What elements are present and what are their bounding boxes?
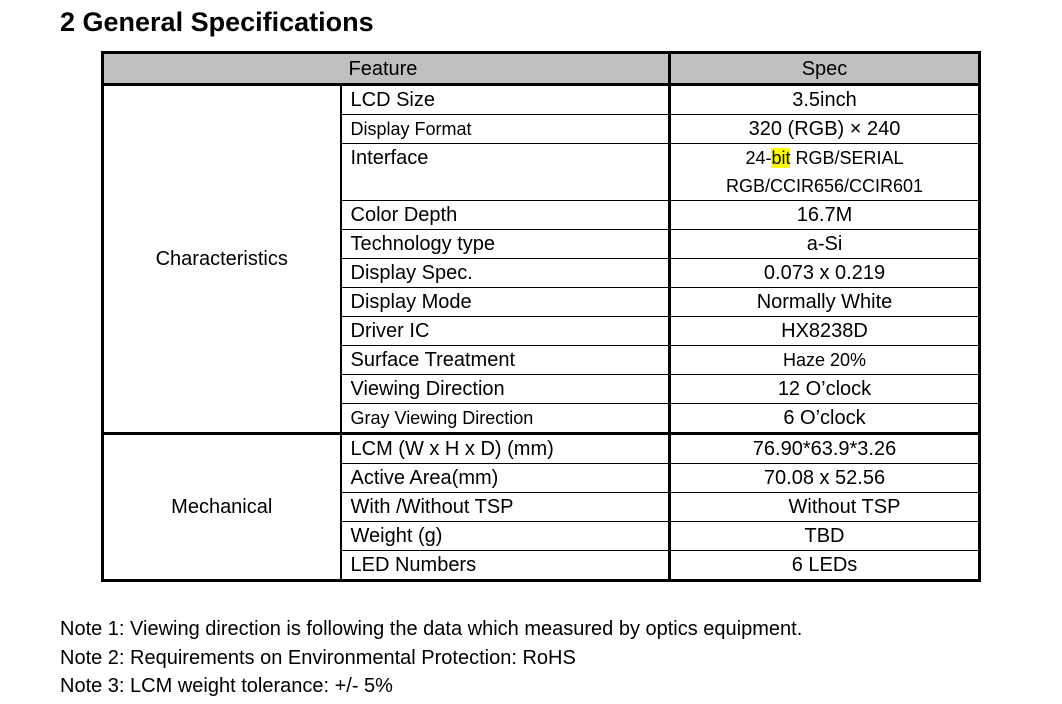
spec-cell: 6 LEDs: [670, 551, 980, 581]
header-spec: Spec: [670, 53, 980, 85]
spec-cell: Without TSP: [670, 493, 980, 522]
table-row: [103, 85, 980, 115]
spec-cell: Normally White: [670, 288, 980, 317]
section-heading: 2 General Specifications: [60, 7, 374, 37]
feature-cell: Display Format: [341, 115, 670, 144]
feature-cell: Viewing Direction: [341, 375, 670, 404]
feature-cell: Display Mode: [341, 288, 670, 317]
spec-cell: TBD: [670, 522, 980, 551]
spec-text: 24-: [745, 148, 772, 168]
feature-cell: Technology type: [341, 230, 670, 259]
feature-cell: Gray Viewing Direction: [341, 404, 670, 434]
feature-cell: With /Without TSP: [341, 493, 670, 522]
spec-cell: 6 O’clock: [670, 404, 980, 434]
note-1: Note 1: Viewing direction is following the data which measured by optics equipment.: [60, 618, 803, 640]
feature-cell: Active Area(mm): [341, 464, 670, 493]
table-header-row: [103, 53, 980, 85]
spec-cell: 320 (RGB) × 240: [670, 115, 980, 144]
feature-cell: Display Spec.: [341, 259, 670, 288]
spec-cell: 16.7M: [670, 201, 980, 230]
table-row: [103, 434, 980, 464]
note-2: Note 2: Requirements on Environmental Protection: RoHS: [60, 647, 576, 669]
spec-cell: 0.073 x 0.219: [670, 259, 980, 288]
feature-cell: LCD Size: [341, 85, 670, 115]
specifications-table: [101, 51, 981, 582]
spec-cell: 3.5inch: [670, 85, 980, 115]
feature-cell: Driver IC: [341, 317, 670, 346]
spec-cell: HX8238D: [670, 317, 980, 346]
feature-cell: LCM (W x H x D) (mm): [341, 434, 670, 464]
header-blank-cell: [103, 53, 341, 85]
spec-cell: a-Si: [670, 230, 980, 259]
spec-cell: 12 O’clock: [670, 375, 980, 404]
highlighted-text: bit: [771, 148, 791, 168]
spec-cell-interface-line2: RGB/CCIR656/CCIR601: [670, 172, 980, 201]
spec-cell-interface-line1: [670, 144, 980, 173]
spec-cell: 76.90*63.9*3.26: [670, 434, 980, 464]
feature-cell: Weight (g): [341, 522, 670, 551]
spec-text: RGB/SERIAL: [790, 148, 904, 168]
group-label-mechanical: Mechanical: [103, 434, 341, 581]
feature-cell: Interface: [341, 144, 670, 201]
feature-cell: LED Numbers: [341, 551, 670, 581]
group-label-characteristics: Characteristics: [103, 85, 341, 434]
note-3: Note 3: LCM weight tolerance: +/- 5%: [60, 675, 393, 697]
feature-cell: Surface Treatment: [341, 346, 670, 375]
header-feature: Feature: [341, 53, 670, 85]
feature-cell: Color Depth: [341, 201, 670, 230]
spec-cell: Haze 20%: [670, 346, 980, 375]
spec-cell: 70.08 x 52.56: [670, 464, 980, 493]
